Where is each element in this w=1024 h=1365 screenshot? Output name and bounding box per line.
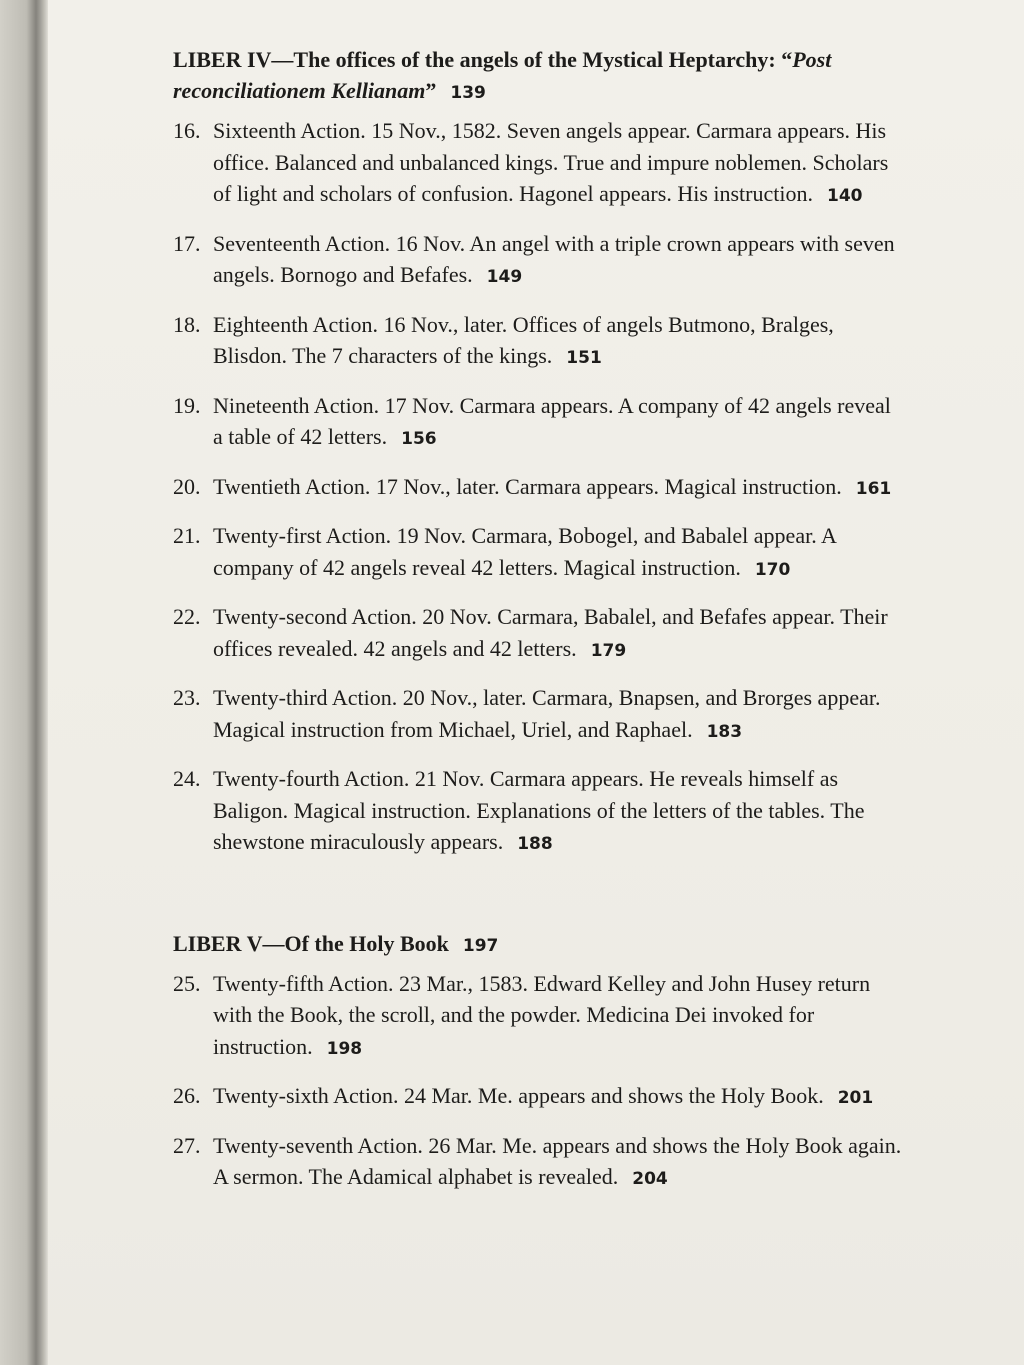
entry-number: 25.: [173, 970, 201, 996]
toc-entry: [173, 601, 903, 667]
entry-page-number: 149: [486, 267, 523, 287]
toc-entry: [173, 228, 903, 294]
book-gutter: [0, 0, 48, 1365]
entry-page-number: 170: [754, 559, 791, 580]
toc-entry: [173, 1130, 903, 1196]
entry-page-number: 161: [855, 478, 892, 499]
entry-page-number: 140: [826, 186, 863, 206]
section-gap: [173, 876, 903, 928]
toc-entry: [173, 1080, 903, 1115]
toc-entry: [173, 471, 903, 506]
entry-page-number: 198: [326, 1038, 363, 1059]
toc-entry: [173, 763, 903, 861]
entry-number: 22.: [173, 604, 201, 629]
toc-entry: [173, 115, 903, 213]
entry-number: 20.: [173, 473, 201, 499]
entry-page-number: 183: [706, 721, 743, 742]
entry-page-number: 188: [517, 834, 553, 854]
entry-text: Twenty-first Action. 19 Nov. Carmara, Bobogel, and Babalel appear. A company of 42 angels reveal 42 letters. Magical instruction.: [213, 523, 836, 580]
entry-number: 16.: [173, 118, 201, 143]
section-heading-liber-iv: [173, 44, 903, 109]
section-heading-text: LIBER V—Of the Holy Book: [173, 930, 449, 956]
section-heading-close: ”: [425, 78, 437, 103]
entry-page-number: 179: [590, 640, 627, 661]
entry-number: 18.: [173, 311, 201, 337]
entry-text: Twenty-fourth Action. 21 Nov. Carmara appears. He reveals himself as Baligon. Magical instruction. Explanations of the letters of the tables. The shewstone miraculously appears.: [213, 766, 865, 854]
entry-text: Sixteenth Action. 15 Nov., 1582. Seven angels appear. Carmara appears. His office. Balanced and unbalanced kings. True and impure noblemen. Scholars of light and scholars of confusion. Hagonel appears. His instruction.: [213, 118, 889, 206]
entry-text: Twenty-sixth Action. 24 Mar. Me. appears and shows the Holy Book.: [213, 1083, 824, 1108]
toc-entry: [173, 968, 903, 1066]
entry-text: Seventeenth Action. 16 Nov. An angel with a triple crown appears with seven angels. Bornogo and Befafes.: [213, 230, 895, 287]
entry-number: 19.: [173, 392, 201, 418]
toc-entry: [173, 682, 903, 748]
entry-number: 27.: [173, 1132, 201, 1158]
book-page: [48, 0, 1024, 1365]
section-page-number: 197: [462, 935, 499, 956]
entry-number: 26.: [173, 1083, 201, 1108]
entry-number: 17.: [173, 230, 201, 256]
entry-text: Twenty-third Action. 20 Nov., later. Carmara, Bnapsen, and Brorges appear. Magical instruction from Michael, Uriel, and Raphael.: [213, 685, 881, 742]
entry-text: Twentieth Action. 17 Nov., later. Carmara appears. Magical instruction.: [213, 473, 842, 499]
entry-page-number: 204: [632, 1169, 668, 1189]
toc-entry: [173, 390, 903, 456]
entry-number: 21.: [173, 523, 201, 548]
entry-page-number: 156: [401, 429, 437, 449]
entry-text: Twenty-fifth Action. 23 Mar., 1583. Edward Kelley and John Husey return with the Book, the scroll, and the powder. Medicina Dei invoked for instruction.: [213, 970, 871, 1059]
entry-page-number: 201: [837, 1088, 874, 1108]
section-page-number: 139: [450, 83, 486, 103]
entry-page-number: 151: [566, 348, 602, 368]
entry-number: 24.: [173, 766, 201, 791]
entry-text: Twenty-seventh Action. 26 Mar. Me. appears and shows the Holy Book again. A sermon. The Adamical alphabet is revealed.: [213, 1132, 902, 1189]
entry-text: Nineteenth Action. 17 Nov. Carmara appears. A company of 42 angels reveal a table of 42 letters.: [213, 392, 891, 449]
entry-number: 23.: [173, 685, 201, 710]
toc-entry: [173, 520, 903, 586]
section-heading-text: LIBER IV—The offices of the angels of the Mystical Heptarchy: “: [173, 47, 793, 72]
entry-text: Eighteenth Action. 16 Nov., later. Offices of angels Butmono, Bralges, Blisdon. The 7 characters of the kings.: [213, 311, 834, 368]
section-heading-italic: Post reconciliationem Kellianam: [173, 47, 832, 103]
entry-text: Twenty-second Action. 20 Nov. Carmara, Babalel, and Befafes appear. Their offices revealed. 42 angels and 42 letters.: [213, 604, 888, 661]
table-of-contents: [173, 44, 903, 1211]
section-heading-liber-v: [173, 928, 903, 962]
toc-entry: [173, 309, 903, 375]
